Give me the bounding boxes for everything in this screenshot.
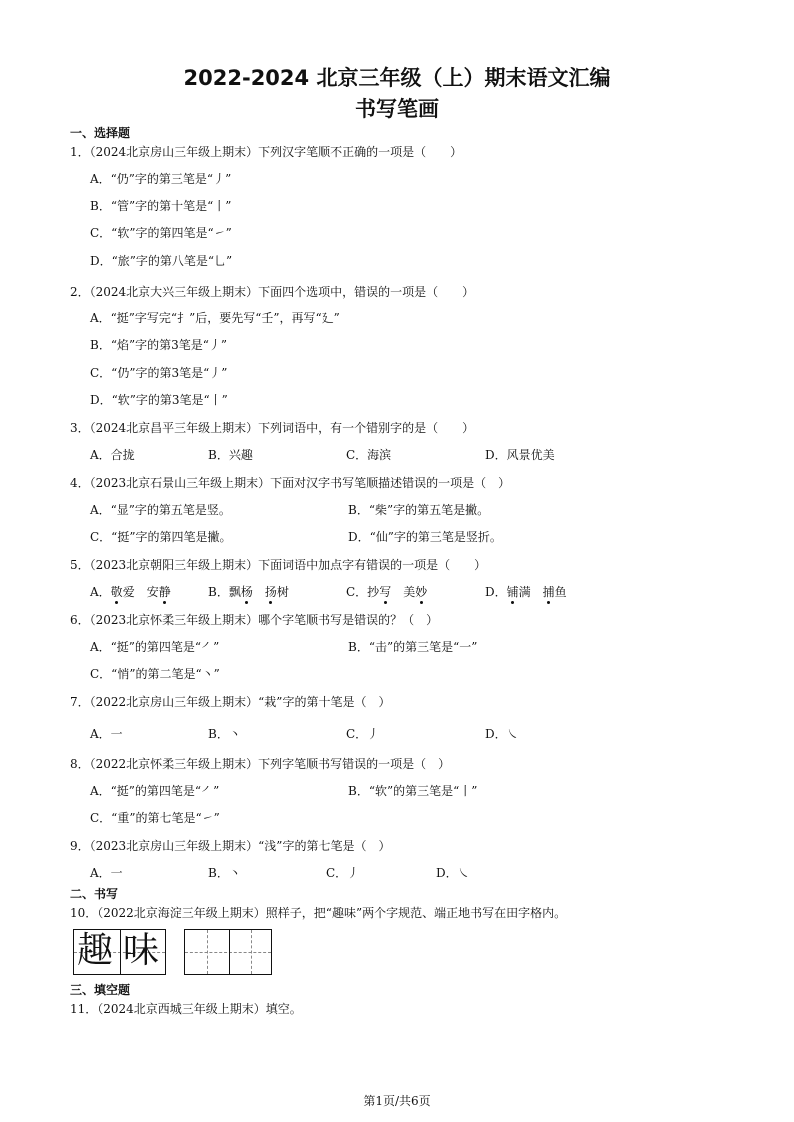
- option: D．“旅”字的第八笔是“乚”: [90, 254, 233, 268]
- option: B．兴趣: [208, 448, 253, 462]
- section-heading: 一、选择题: [70, 126, 131, 140]
- option: C．海滨: [346, 448, 392, 462]
- option: B．“软”的第三笔是“丨”: [348, 784, 478, 798]
- grid-guide: [207, 930, 208, 974]
- question-stem: 2．（2024北京大兴三年级上期末）下面四个选项中，错误的一项是（ ）: [70, 285, 475, 299]
- question-stem: 6．（2023北京怀柔三年级上期末）哪个字笔顺书写是错误的？（ ）: [70, 613, 439, 627]
- option: [346, 583, 427, 600]
- option: [90, 583, 171, 600]
- option: [485, 583, 567, 600]
- dotted-char: 写: [379, 585, 392, 599]
- option: C．“仍”字的第3笔是“丿”: [90, 366, 228, 380]
- question-stem: 5．（2023北京朝阳三年级上期末）下面词语中加点字有错误的一项是（ ）: [70, 558, 487, 572]
- option: C．“挺”字的第四笔是撇。: [90, 530, 232, 544]
- option: A．“挺”字写完“扌”后，要先写“壬”，再写“廴”: [90, 311, 340, 325]
- option: D．风景优美: [485, 448, 555, 462]
- answer-grid[interactable]: [184, 929, 272, 975]
- question-stem: 7．（2022北京房山三年级上期末）“栽”字的第十笔是（ ）: [70, 695, 391, 709]
- question-stem: 8．（2022北京怀柔三年级上期末）下列字笔顺书写错误的一项是（ ）: [70, 757, 451, 771]
- option: B．丶: [208, 727, 241, 741]
- question-stem: 9．（2023北京房山三年级上期末）“浅”字的第七笔是（ ）: [70, 839, 391, 853]
- option-text: A．: [90, 585, 111, 599]
- option: C．丿: [326, 866, 360, 880]
- option-text: 满: [518, 585, 543, 599]
- dotted-char: 捕: [542, 585, 555, 599]
- option: C．“重”的第七笔是“㇀”: [90, 811, 220, 825]
- option: B．“管”字的第十笔是“丨”: [90, 199, 232, 213]
- option: B．“焰”字的第3笔是“丿”: [90, 338, 227, 352]
- dotted-char: 铺: [506, 585, 519, 599]
- answer-cell[interactable]: [185, 930, 229, 974]
- option: B．丶: [208, 866, 241, 880]
- option: A．合拢: [90, 448, 135, 462]
- dotted-char: 敬: [110, 585, 123, 599]
- option: D．“仙”字的第三笔是竖折。: [348, 530, 502, 544]
- option: C．“悄”的第二笔是“丶”: [90, 667, 220, 681]
- option-text: B．飘: [208, 585, 241, 599]
- option: D．㇏: [485, 727, 519, 741]
- option-text: 树: [276, 585, 289, 599]
- dotted-char: 妙: [415, 585, 428, 599]
- question-stem: 3．（2024北京昌平三年级上期末）下列词语中，有一个错别字的是（ ）: [70, 421, 475, 435]
- option: B．“击”的第三笔是“一”: [348, 640, 478, 654]
- option-text: 爱 安: [122, 585, 159, 599]
- question-stem: 10．（2022北京海淀三年级上期末）照样子，把“趣味”两个字规范、端正地书写在田字格内。: [70, 906, 567, 920]
- option: A．“显”字的第五笔是竖。: [90, 503, 231, 517]
- grid-guide: [251, 930, 252, 974]
- sample-char: 味: [123, 930, 160, 971]
- question-stem: 1．（2024北京房山三年级上期末）下列汉字笔顺不正确的一项是（ ）: [70, 145, 463, 159]
- question-stem: 4．（2023北京石景山三年级上期末）下面对汉字书写笔顺描述错误的一项是（ ）: [70, 476, 511, 490]
- dotted-char: 扬: [264, 585, 277, 599]
- answer-cell[interactable]: [229, 930, 271, 974]
- sample-grid: [73, 929, 166, 975]
- option: D．“软”字的第3笔是“丨”: [90, 393, 228, 407]
- option-text: 鱼: [554, 585, 567, 599]
- dotted-char: 杨: [240, 585, 253, 599]
- option: A．一: [90, 727, 123, 741]
- option: A．“仍”字的第三笔是“丿”: [90, 172, 232, 186]
- option-text: 美: [391, 585, 416, 599]
- page-title: 2022-2024 北京三年级（上）期末语文汇编: [183, 66, 611, 90]
- option: D．㇏: [436, 866, 470, 880]
- section-heading: 三、填空题: [70, 983, 131, 997]
- option-text: [253, 585, 265, 599]
- option: A．“挺”的第四笔是“㇒”: [90, 640, 220, 654]
- sample-char: 趣: [77, 930, 114, 971]
- dotted-char: 静: [158, 585, 171, 599]
- option: A．一: [90, 866, 123, 880]
- option-text: D．: [485, 585, 507, 599]
- option: B．“柴”字的第五笔是撇。: [348, 503, 490, 517]
- section-heading: 二、书写: [70, 887, 119, 901]
- page-footer: 第1页/共6页: [363, 1094, 431, 1108]
- option-text: C．抄: [346, 585, 380, 599]
- option: [208, 583, 289, 600]
- option: C．“软”字的第四笔是“㇀”: [90, 226, 232, 240]
- page-subtitle: 书写笔画: [355, 97, 439, 121]
- question-stem: 11．（2024北京西城三年级上期末）填空。: [70, 1002, 302, 1016]
- option: C．丿: [346, 727, 380, 741]
- option: A．“挺”的第四笔是“㇒”: [90, 784, 220, 798]
